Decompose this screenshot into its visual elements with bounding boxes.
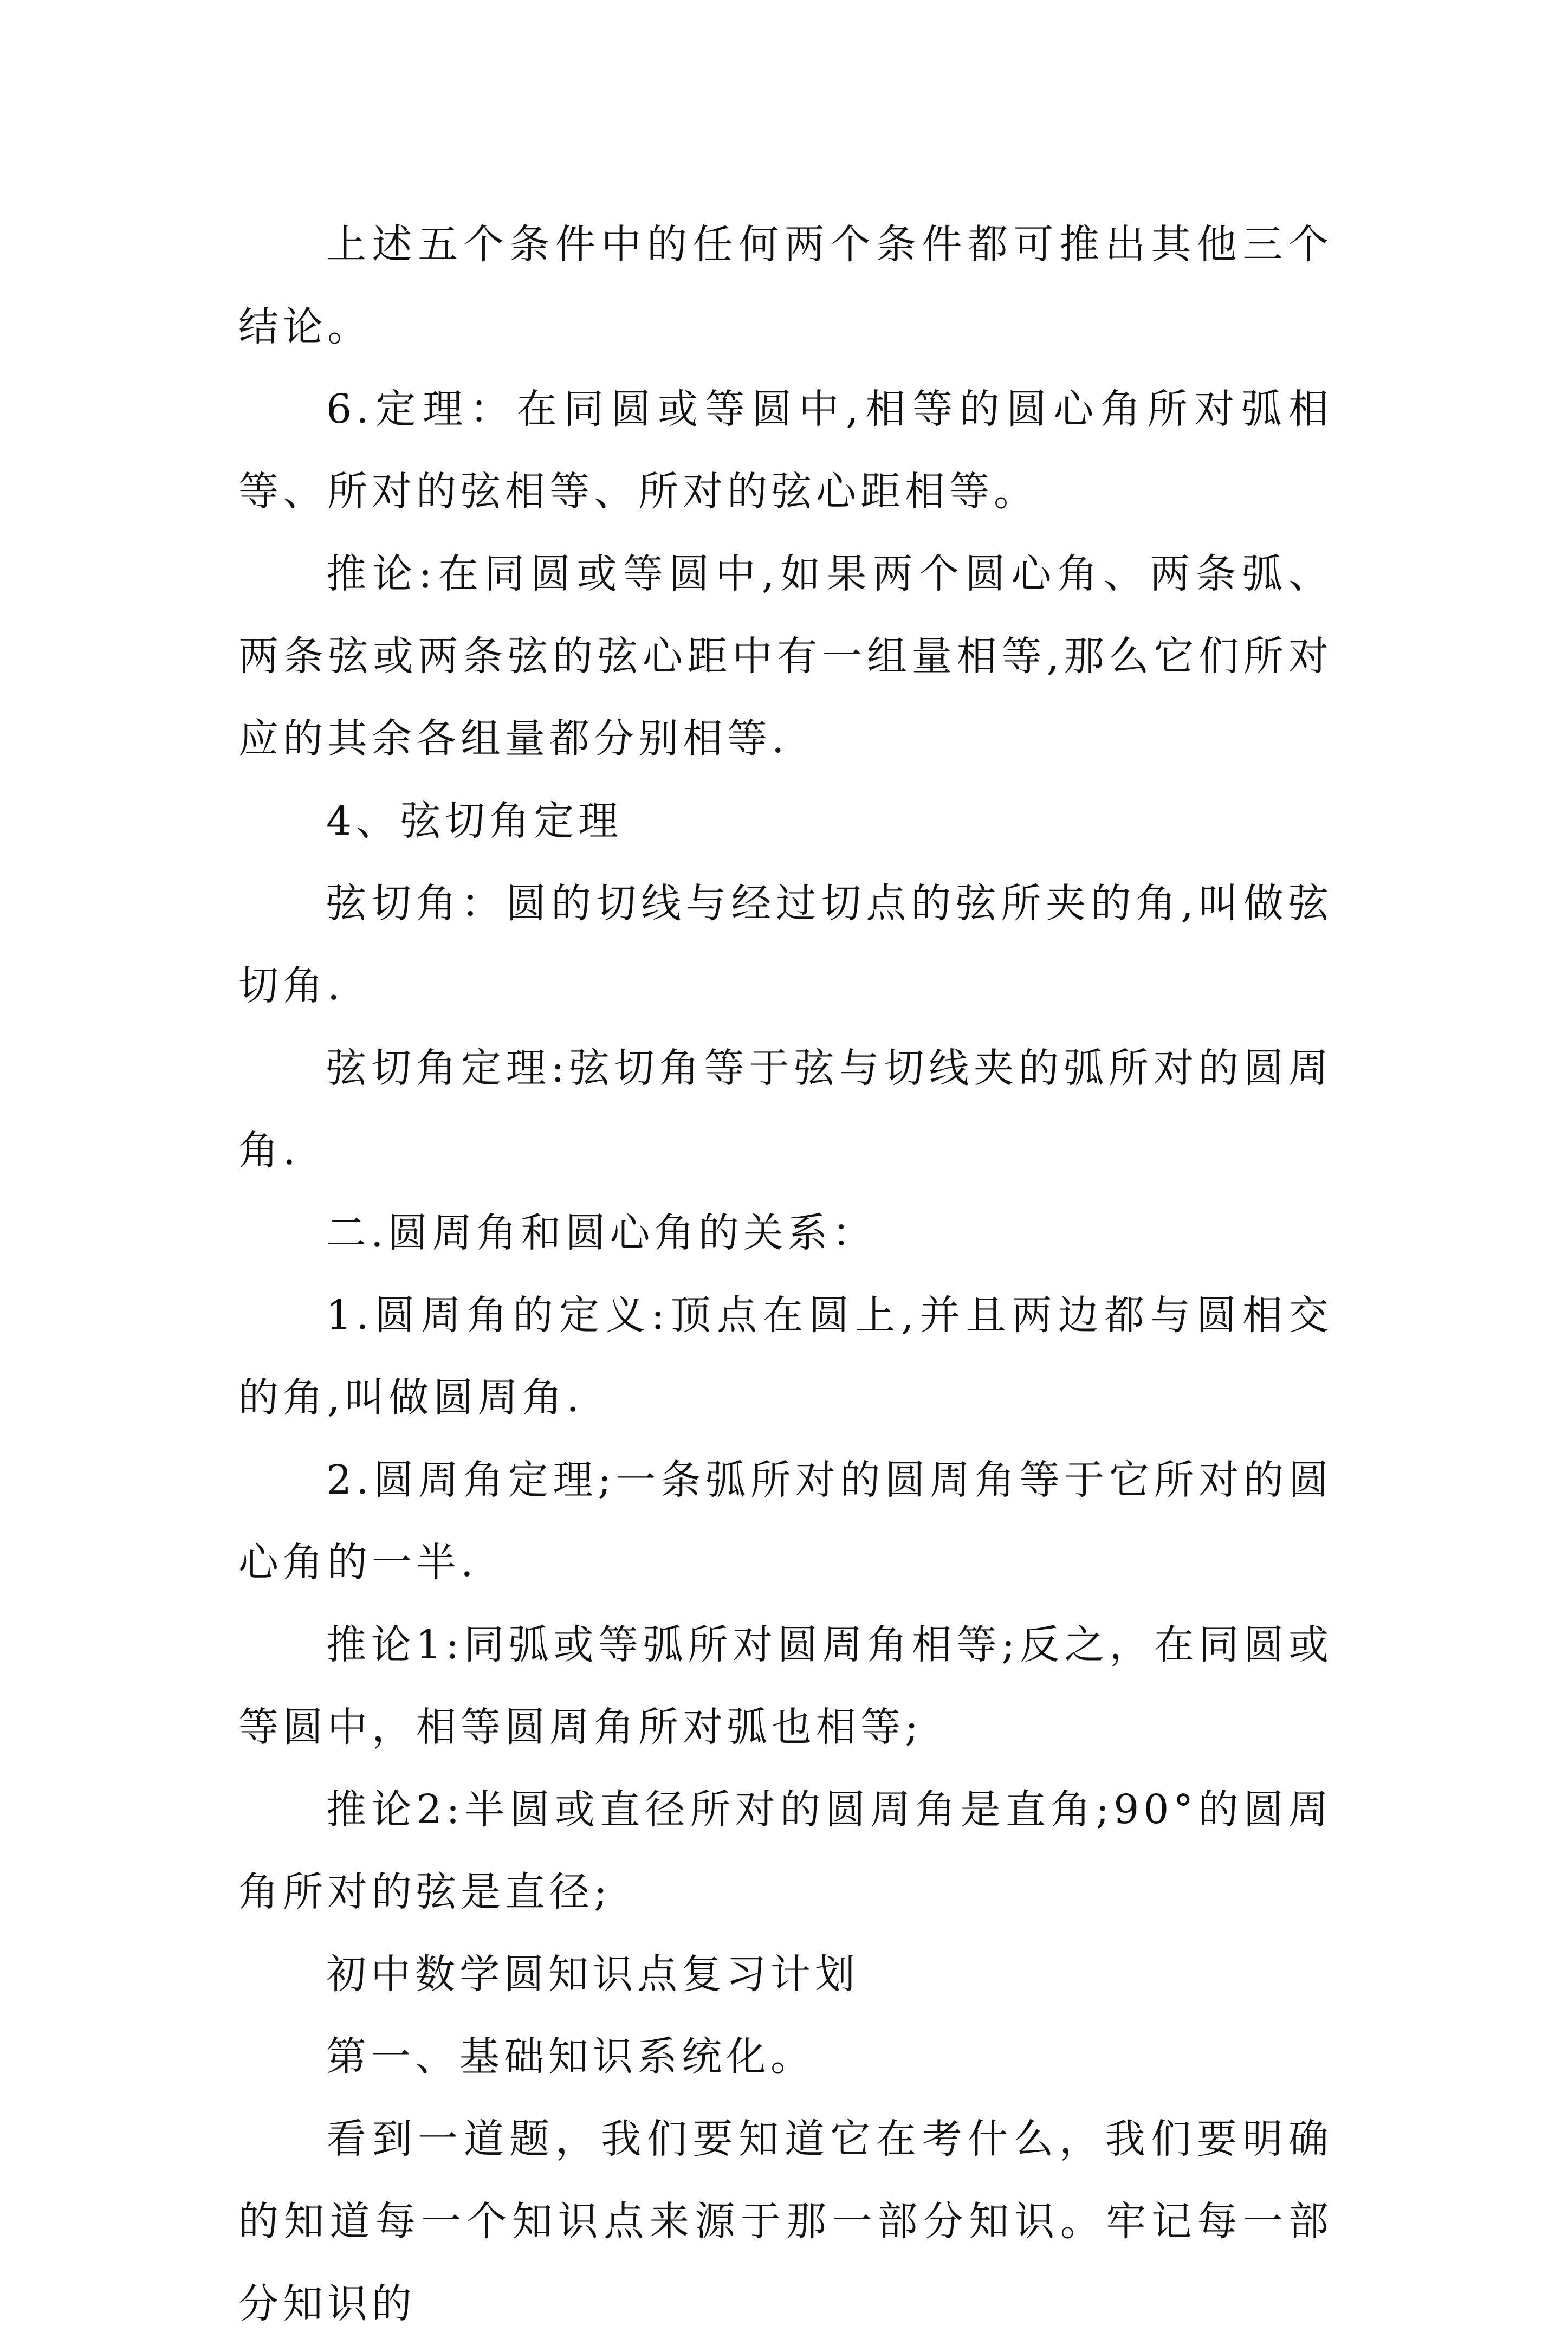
paragraph-conditions-conclusion: 上述五个条件中的任何两个条件都可推出其他三个结论。: [238, 221, 1333, 350]
heading-inscribed-central-angle-relation: 二.圆周角和圆心角的关系：: [326, 1210, 877, 1256]
heading-tangent-chord-angle-theorem: 4、弦切角定理: [326, 798, 623, 844]
document-body: [238, 203, 1333, 2345]
heading-review-plan: 初中数学圆知识点复习计划: [326, 1951, 859, 1998]
paragraph-tangent-chord-angle-definition: 弦切角：圆的切线与经过切点的弦所夹的角,叫做弦切角.: [238, 880, 1333, 1009]
paragraph-corollary: 推论:在同圆或等圆中,如果两个圆心角、两条弧、两条弦或两条弦的弦心距中有一组量相等,那么它们所对应的其余各组量都分别相等.: [238, 551, 1333, 762]
paragraph-inscribed-angle-definition: 1.圆周角的定义:顶点在圆上,并且两边都与圆相交的角,叫做圆周角.: [238, 1292, 1333, 1421]
paragraph-tangent-chord-angle-theorem: 弦切角定理:弦切角等于弦与切线夹的弧所对的圆周角.: [238, 1045, 1333, 1174]
paragraph-corollary-2: 推论2:半圆或直径所对的圆周角是直角;90°的圆周角所对的弦是直径;: [238, 1786, 1333, 1915]
paragraph-theorem-6: 6.定理：在同圆或等圆中,相等的圆心角所对弧相等、所对的弦相等、所对的弦心距相等。: [238, 386, 1333, 515]
heading-systematize-basics: 第一、基础知识系统化。: [326, 2033, 815, 2080]
paragraph-corollary-1: 推论1:同弧或等弧所对圆周角相等;反之，在同圆或等圆中，相等圆周角所对弧也相等;: [238, 1622, 1333, 1750]
paragraph-inscribed-angle-theorem: 2.圆周角定理;一条弧所对的圆周角等于它所对的圆心角的一半.: [238, 1457, 1333, 1586]
paragraph-know-what-is-tested: 看到一道题，我们要知道它在考什么，我们要明确的知道每一个知识点来源于那一部分知识。牢记每一部分知识的: [238, 2116, 1333, 2327]
